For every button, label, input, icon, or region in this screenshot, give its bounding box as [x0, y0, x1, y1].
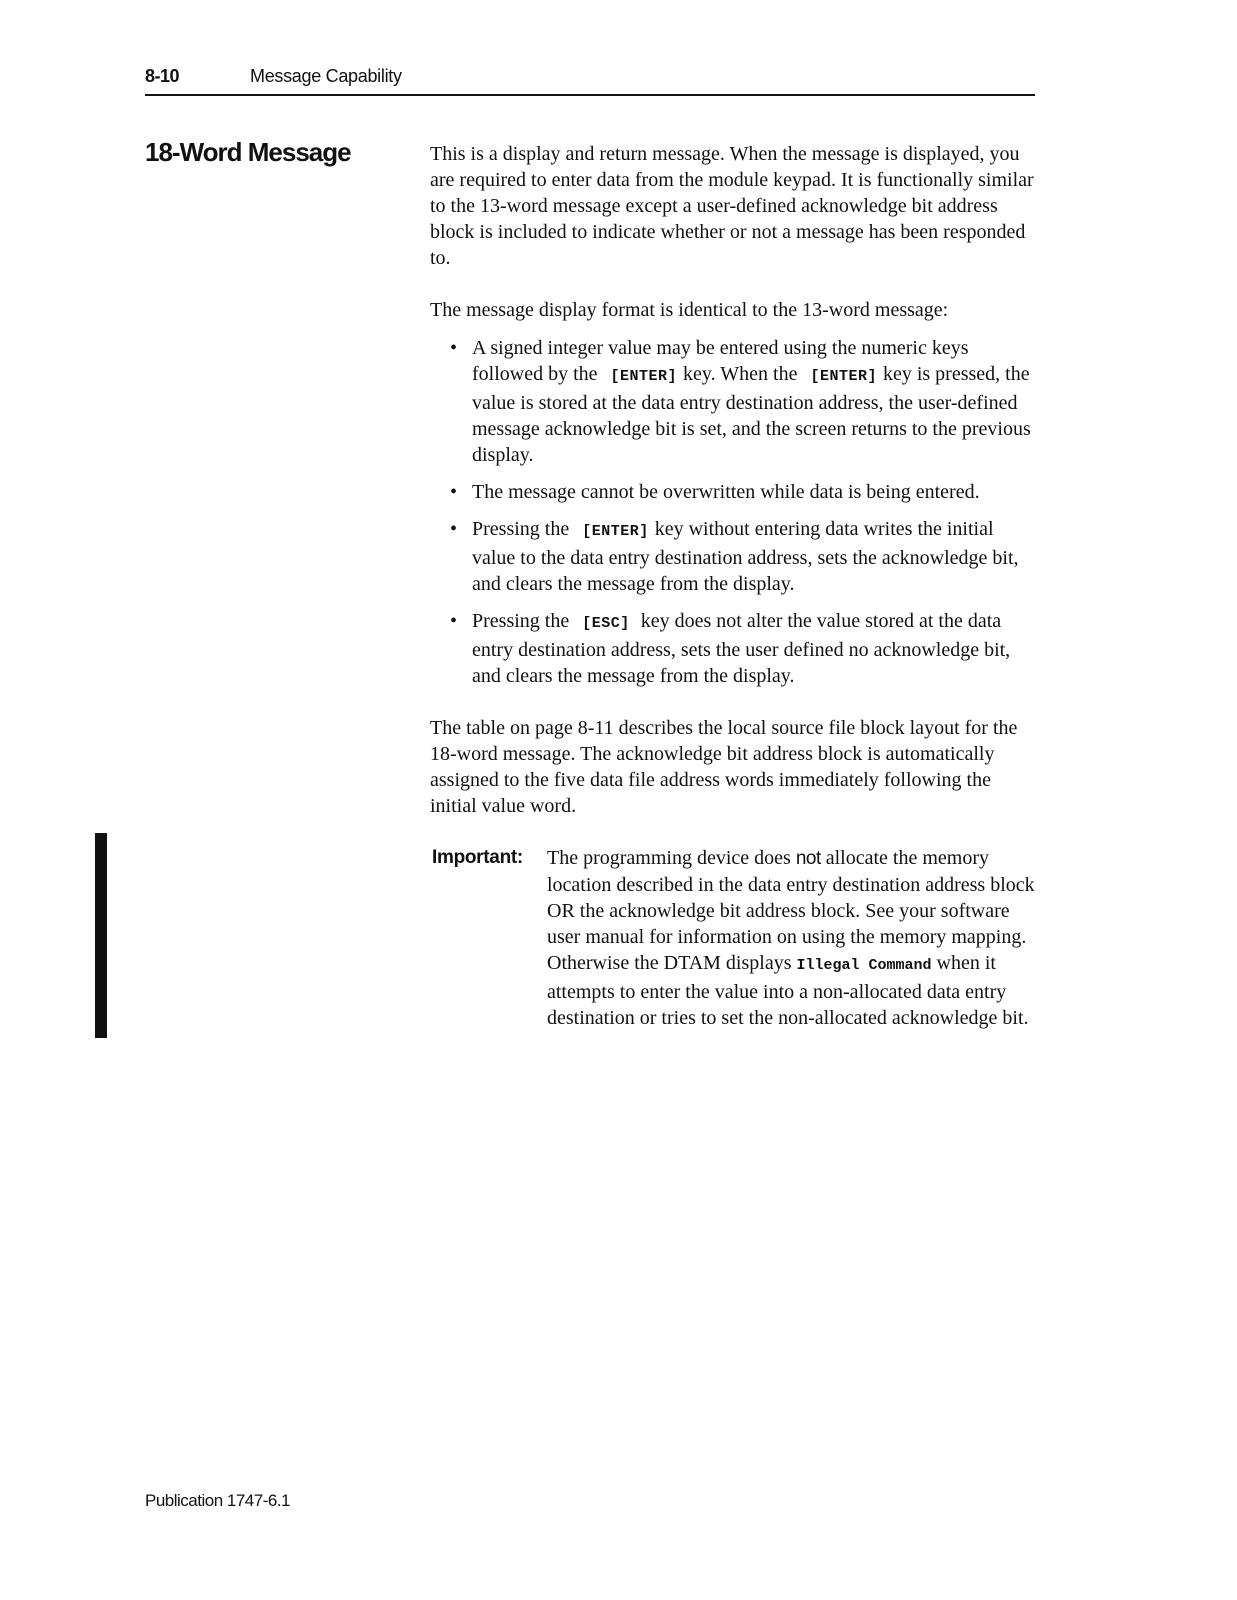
- illegal-command-code: Illegal Command: [796, 957, 932, 974]
- bullet-list: [430, 335, 1040, 689]
- bullet-icon: •: [450, 481, 458, 503]
- bullet-text: key is pressed, the value is stored at the data entry destination address, the user-defined message acknowledge bit is set, and the screen returns to the previous display.: [472, 363, 1031, 466]
- esc-key-label: [ESC]: [582, 615, 630, 632]
- publication-footer: Publication 1747-6.1: [145, 1491, 291, 1510]
- intro-paragraph: This is a display and return message. When the message is displayed, you are required to enter data from the module keypad. It is functionally similar to the 13-word message except a user-defined acknowledge bit address block is included to indicate whether or not a message has been responded to.: [430, 143, 1034, 269]
- table-paragraph: The table on page 8-11 describes the local source file block layout for the 18-word message. The acknowledge bit address block is automatically assigned to the five data file address words immediately following the initial value word.: [430, 717, 1018, 817]
- important-label: Important:: [432, 847, 523, 868]
- enter-key-label: [ENTER]: [582, 523, 649, 540]
- bullet-text: key without entering data writes the initial value to the data entry destination address, sets the acknowledge bit, and clears the message from the display.: [472, 518, 1019, 595]
- bullet-icon: •: [450, 610, 458, 632]
- list-item: [450, 335, 1040, 468]
- chapter-title: Message Capability: [250, 66, 402, 86]
- bullet-icon: •: [450, 337, 458, 359]
- revision-change-bar: [95, 833, 107, 1038]
- bullet-icon: •: [450, 518, 458, 540]
- list-item: [450, 608, 1040, 689]
- page-header: [145, 66, 1035, 96]
- list-item: [450, 516, 1040, 597]
- bullet-text: key does not alter the value stored at the data entry destination address, sets the user defined no acknowledge bit, and clears the message from the display.: [472, 610, 1011, 687]
- bullet-text: Pressing the: [472, 518, 570, 540]
- bullet-text: Pressing the: [472, 610, 570, 632]
- section-title: 18-Word Message: [145, 137, 351, 167]
- format-paragraph: The message display format is identical to the 13-word message:: [430, 299, 949, 321]
- enter-key-label: [ENTER]: [810, 368, 877, 385]
- body-text: [430, 141, 1040, 1031]
- enter-key-label: [ENTER]: [610, 368, 678, 385]
- bullet-text: A signed integer value may be entered using the numeric keys followed by the: [472, 337, 969, 385]
- bullet-text: The message cannot be overwritten while data is being entered.: [472, 481, 980, 503]
- bullet-text: key. When the: [683, 363, 798, 385]
- important-note: [430, 845, 1040, 1031]
- emphasis-not: not: [795, 848, 821, 869]
- important-text: The programming device does not allocate the memory location described in the data entry destination address block OR the acknowledge bit address block. See your software user manual for information on using the memory mapping. Otherwise the DTAM displays Illegal Command when it attempts to enter the value into a non-allocated data entry destination or tries to set the non-allocated acknowledge bit.: [547, 847, 1035, 1029]
- list-item: [450, 479, 1040, 505]
- page-number: 8-10: [145, 66, 180, 86]
